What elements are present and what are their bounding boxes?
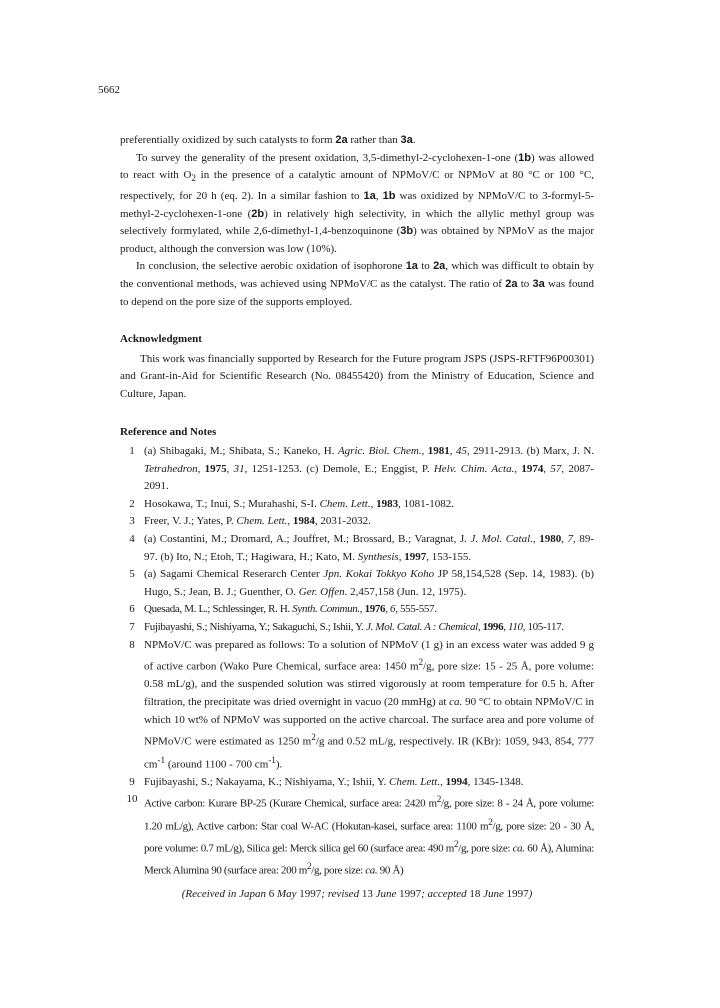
- reference-number: 7: [129, 621, 135, 634]
- reference-text: (a) Costantini, M.; Dromard, A.; Jouffret, M.; Brossard, B.; Varagnat, J. J. Mol. Catal., 1980, 7, 89-97. (b) Ito, N.; Etoh, T.; Hagiwara, H.; Kato, M. Synthesis, 1997, 153-155.: [144, 533, 594, 563]
- compound-label: 2b: [251, 207, 265, 220]
- reference-item: [120, 637, 594, 774]
- compound-label: 2a: [335, 134, 348, 146]
- reference-number: 4: [129, 533, 135, 546]
- reference-text: Quesada, M. L.; Schlessinger, R. H. Synth. Commun., 1976, 6, 555-557.: [144, 603, 437, 616]
- reference-text: (a) Sagami Chemical Reserarch Center Jpn. Kokai Tokkyo Koho JP 58,154,528 (Sep. 14, 1983). (b) Hugo, S.; Jean, B. J.; Guenther, O. Ger. Offen. 2,457,158 (Jun. 12, 1975).: [144, 568, 595, 598]
- reference-item: [120, 774, 594, 792]
- body-paragraph-2: To survey the generality of the present oxidation, 3,5-dimethyl-2-cyclohexen-1-one (1b) was allowed to react with $O_2$ in the presence of a catalytic amount of NPMoV/C or NPMoV at 80 °C or 100 °C, respectively, for 20 h (eq. 2). In a similar fashion to 1a, 1b was oxidized by NPMoV/C to 3-formyl-5-methyl-2-cyclohexen-1-one (2b) in relatively high selectivity, in which the allylic methyl group was selectively formylated, while 2,6-dimethyl-1,4-benzoquinone (3b) was obtained by NPMoV as the major product, although the conversion was low (10%).: [120, 151, 595, 255]
- reference-text: (a) Shibagaki, M.; Shibata, S.; Kaneko, H. Agric. Biol. Chem., 1981, 45, 2911-2913. (b) Marx, J. N. Tetrahedron, 1975, 31, 1251-1253. (c) Demole, E.; Enggist, P. Helv. Chim. Acta., 1974, 57, 2087-2091.: [144, 445, 595, 493]
- reference-item: [120, 601, 594, 619]
- reference-text: Fujibayashi, S.; Nishiyama, Y.; Sakaguchi, S.; Ishii, Y. J. Mol. Catal. A : Chemical, 1996, 110, 105-117.: [144, 621, 564, 634]
- compound-label: 1a: [363, 189, 376, 202]
- reference-item: [120, 513, 594, 531]
- acknowledgment-text: This work was financially supported by Research for the Future program JSPS (JSPS-RFTF96P00301) and Grant-in-Aid for Scientific Research (No. 08455420) from the Ministry of Education, Science and Culture, Japan.: [120, 352, 594, 400]
- received-dates: (Received in Japan 6 May 1997; revised 13 June 1997; accepted 18 June 1997): [181, 888, 533, 900]
- compound-label: 3b: [400, 225, 414, 238]
- reference-text: Freer, V. J.; Yates, P. Chem. Lett., 1984, 2031-2032.: [144, 515, 371, 528]
- reference-item: [120, 531, 594, 566]
- reference-number: 2: [129, 497, 135, 510]
- reference-text: Hosokawa, T.; Inui, S.; Murahashi, S-I. Chem. Lett., 1983, 1081-1082.: [144, 497, 455, 510]
- body-paragraph-3: In conclusion, the selective aerobic oxidation of isophorone 1a to 2a, which was difficult to obtain by the conventional methods, was achieved using NPMoV/C as the catalyst. The ratio of 2a to 3a was found to depend on the pore size of the supports employed.: [120, 260, 595, 308]
- compound-label: 1b: [382, 189, 396, 202]
- acknowledgment-heading: Acknowledgment: [120, 333, 202, 346]
- compound-label: 1a: [405, 260, 418, 273]
- reference-item: [120, 443, 594, 496]
- subscript: 2: [191, 173, 196, 184]
- reference-number: 8: [129, 638, 135, 651]
- article-body: [120, 132, 594, 880]
- compound-label: 1b: [518, 151, 531, 164]
- reference-number: 9: [129, 775, 135, 788]
- page-number: 5662: [98, 84, 120, 96]
- reference-number: 3: [129, 515, 135, 528]
- reference-item: [120, 496, 594, 514]
- reference-number: 6: [129, 603, 135, 616]
- reference-list: [120, 443, 594, 880]
- reference-text: Fujibayashi, S.; Nakayama, K.; Nishiyama, Y.; Ishii, Y. Chem. Lett., 1994, 1345-1348.: [144, 775, 524, 788]
- reference-number: 1: [129, 445, 135, 458]
- compound-label: 2a: [505, 277, 518, 290]
- compound-label: 3a: [400, 134, 413, 146]
- reference-number: 10: [126, 793, 138, 806]
- references-heading: Reference and Notes: [120, 425, 217, 438]
- body-paragraph-1: preferentially oxidized by such catalysts to form 2a rather than 3a.: [120, 134, 416, 146]
- reference-text: NPMoV/C was prepared as follows: To a solution of NPMoV (1 g) in an excess water was added 9 g of active carbon (Wako Pure Chemical, surface area: 1450 $m^2/g$, pore size: 15 - 25 Å, pore volume: 0.58 mL/g), and the suspended solution was stirred vigorously at room temperature for 0.5 h. After filtration, the precipitate was dried overnight in vacuo (20 mmHg) at ca. 90 °C to obtain NPMoV/C in which 10 wt% of NPMoV was supported on the active charcoal. The surface area and pore volume of NPMoV/C were estimated as 1250 $m^2/g$ and 0.52 mL/g, respectively. IR (KBr): 1059, 943, 854, 777 $cm^{-1}$ (around 1100 - 700 $cm^{-1}$).: [144, 638, 594, 771]
- reference-text: Active carbon: Kurare BP-25 (Kurare Chemical, surface area: 2420 $m^2/g$, pore size: 8 - 24 Å, pore volume: 1.20 mL/g), Active carbon: Star coal W-AC (Hokutan-kasei, surface area: 1100 $m^2/g$, pore size: 20 - 30 Å, pore volume: 0.7 mL/g), Silica gel: Merck silica gel 60 (surface area: 490 $m^2/g$, pore size: ca. 60 Å), Alumina: Merck Alumina 90 (surface area: 200 $m^2/g$, pore size: ca. 90 Å): [144, 794, 595, 877]
- reference-number: 5: [129, 568, 135, 581]
- reference-item: [120, 566, 594, 601]
- compound-label: 2a: [433, 260, 446, 273]
- reference-item: [120, 791, 594, 880]
- reference-item: [120, 619, 594, 637]
- compound-label: 3a: [532, 277, 545, 290]
